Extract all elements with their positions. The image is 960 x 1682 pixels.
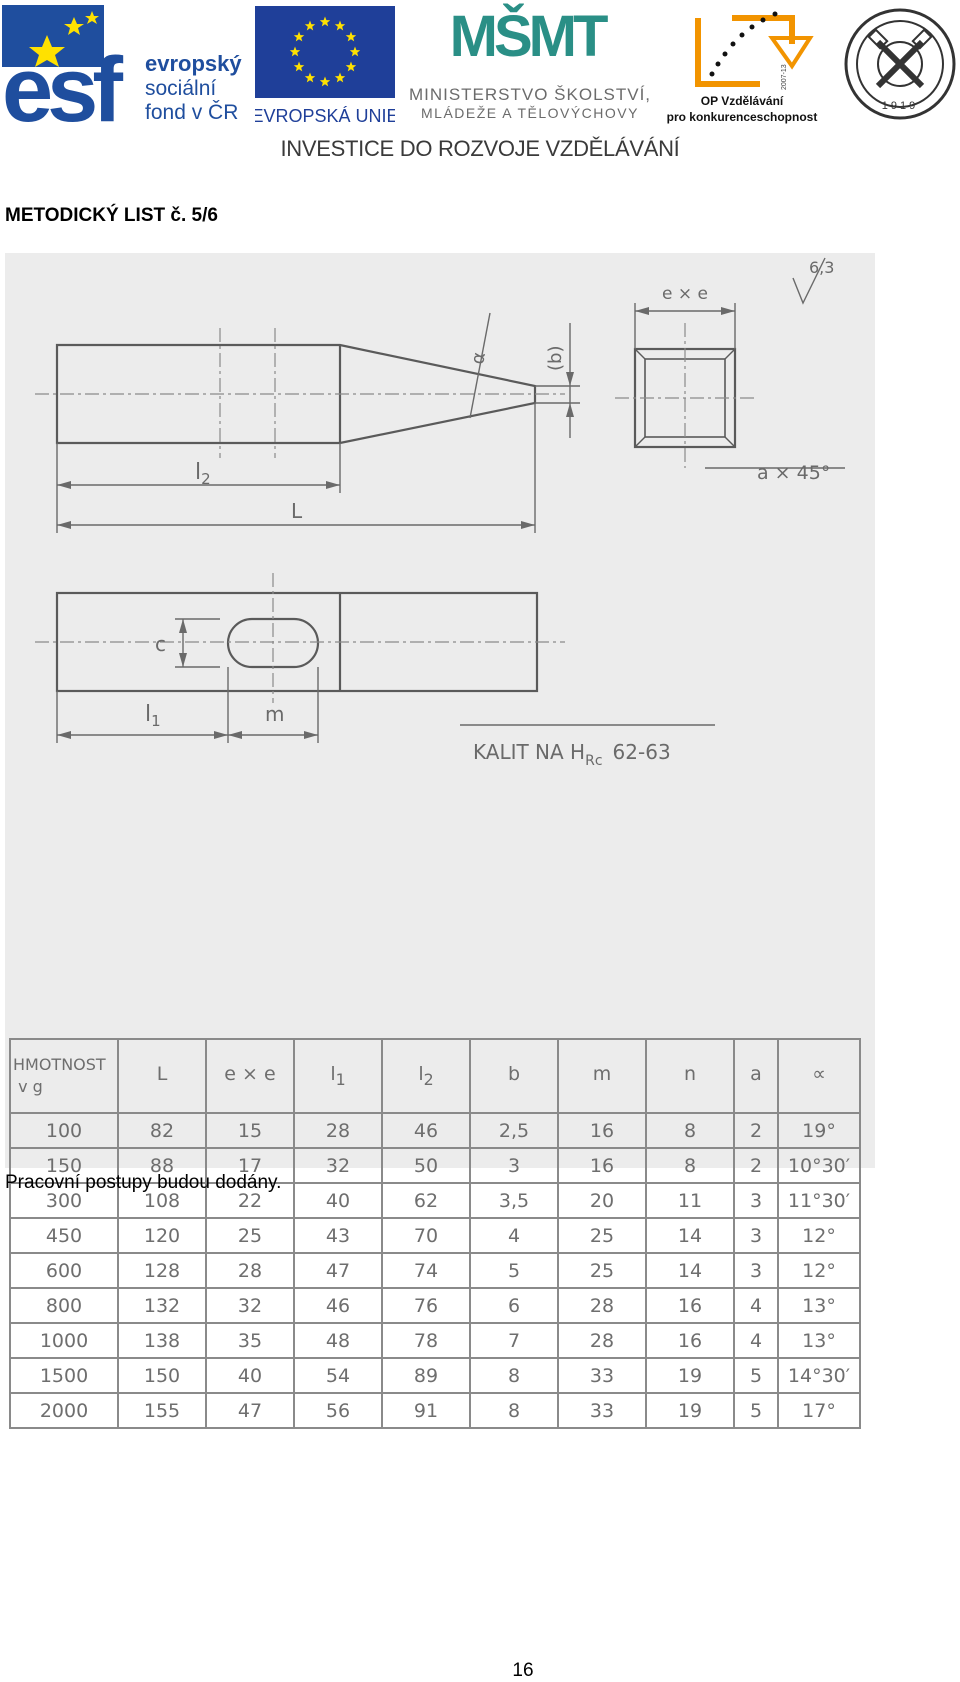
table-cell: 2 (734, 1148, 778, 1183)
table-cell: 35 (206, 1323, 294, 1358)
table-cell: 40 (206, 1358, 294, 1393)
table-cell: 32 (294, 1148, 382, 1183)
table-cell: 2,5 (470, 1113, 558, 1148)
table-cell: 20 (558, 1183, 646, 1218)
table-cell: 56 (294, 1393, 382, 1428)
msmt-monogram: MŠMT (449, 4, 605, 69)
table-cell: 78 (382, 1323, 470, 1358)
table-cell: 70 (382, 1218, 470, 1253)
table-cell: 17 (206, 1148, 294, 1183)
page-number: 16 (512, 1660, 534, 1681)
msmt-line2: MLÁDEŽE A TĚLOVÝCHOVY (421, 105, 639, 121)
table-cell: 132 (118, 1288, 206, 1323)
table-cell: 155 (118, 1393, 206, 1428)
table-cell: 88 (118, 1148, 206, 1183)
note-text: Pracovní postupy budou dodány. (5, 1172, 282, 1193)
table-cell: 19 (646, 1393, 734, 1428)
table-cell: 11 (646, 1183, 734, 1218)
table-cell: 16 (558, 1113, 646, 1148)
dim-c-label: c (155, 632, 166, 656)
dim-m-label: m (265, 702, 285, 726)
column-header: ∝ (778, 1039, 860, 1113)
hardening-note: KALIT NA $H_{Rc}$ 62-63 (473, 740, 671, 769)
table-cell: 32 (206, 1288, 294, 1323)
table-cell: 12° (778, 1253, 860, 1288)
table-cell: 4 (470, 1218, 558, 1253)
esf-line2: sociální (145, 77, 217, 100)
table-cell: 4 (734, 1323, 778, 1358)
table-row (10, 1253, 860, 1288)
table-cell: 22 (206, 1183, 294, 1218)
table-cell: 76 (382, 1288, 470, 1323)
table-cell: 25 (558, 1218, 646, 1253)
table-cell: 19 (646, 1358, 734, 1393)
table-cell: 4 (734, 1288, 778, 1323)
table-cell: 138 (118, 1323, 206, 1358)
table-row (10, 1113, 860, 1148)
table-cell: 47 (206, 1393, 294, 1428)
table-cell: 128 (118, 1253, 206, 1288)
table-row (10, 1323, 860, 1358)
table-cell: 14 (646, 1218, 734, 1253)
dimensions-table (9, 1038, 861, 1429)
table-cell: 40 (294, 1183, 382, 1218)
table-cell: 6 (470, 1288, 558, 1323)
column-header: a (734, 1039, 778, 1113)
table-row (10, 1218, 860, 1253)
weight-cell: 450 (10, 1218, 118, 1253)
table-cell: 10°30′ (778, 1148, 860, 1183)
table-cell: 13° (778, 1323, 860, 1358)
table-row (10, 1358, 860, 1393)
weight-cell: 600 (10, 1253, 118, 1288)
msmt-line1: MINISTERSTVO ŠKOLSTVÍ, (408, 85, 652, 104)
table-cell: 7 (470, 1323, 558, 1358)
table-cell: 14°30′ (778, 1358, 860, 1393)
table-cell: 28 (558, 1323, 646, 1358)
table-cell: 3 (734, 1218, 778, 1253)
table-cell: 150 (118, 1358, 206, 1393)
table-cell: 16 (646, 1288, 734, 1323)
table-row (10, 1288, 860, 1323)
weight-cell: 2000 (10, 1393, 118, 1428)
table-cell: 25 (558, 1253, 646, 1288)
msmt-logo (405, 2, 655, 124)
weight-cell: 300 (10, 1183, 118, 1218)
table-cell: 28 (206, 1253, 294, 1288)
column-header: $l_2$ (382, 1039, 470, 1113)
table-cell: 54 (294, 1358, 382, 1393)
table-cell: 12° (778, 1218, 860, 1253)
column-header: m (558, 1039, 646, 1113)
table-cell: 82 (118, 1113, 206, 1148)
table-row (10, 1393, 860, 1428)
slogan: INVESTICE DO ROZVOJE VZDĚLÁVÁNÍ (280, 136, 680, 161)
column-header: n (646, 1039, 734, 1113)
school-seal-logo (843, 6, 957, 122)
table-cell: 16 (646, 1323, 734, 1358)
table-cell: 47 (294, 1253, 382, 1288)
table-cell: 46 (382, 1113, 470, 1148)
esf-letters: esf (2, 39, 117, 123)
dim-b-label: (b) (545, 345, 566, 371)
table-cell: 2 (734, 1113, 778, 1148)
op-line2: pro konkurenceschopnost (666, 110, 818, 124)
table-cell: 3 (734, 1253, 778, 1288)
op-line1: OP Vzdělávání (700, 94, 784, 108)
table-cell: 33 (558, 1358, 646, 1393)
table-header-row (10, 1039, 860, 1113)
dim-l1-label: $l_1$ (145, 702, 161, 730)
center-lines (35, 323, 755, 703)
table-cell: 3 (734, 1183, 778, 1218)
table-cell: 46 (294, 1288, 382, 1323)
column-header: e × e (206, 1039, 294, 1113)
dim-alpha-label: α (467, 350, 490, 366)
weight-column-header: HMOTNOST v g (10, 1039, 118, 1113)
page-title: METODICKÝ LIST č. 5/6 (5, 205, 218, 226)
table-cell: 14 (646, 1253, 734, 1288)
weight-cell: 800 (10, 1288, 118, 1323)
dim-l2-label: $l_2$ (195, 460, 211, 488)
table-cell: 16 (558, 1148, 646, 1183)
weight-cell: 1500 (10, 1358, 118, 1393)
column-header: L (118, 1039, 206, 1113)
column-header: $l_1$ (294, 1039, 382, 1113)
table-cell: 89 (382, 1358, 470, 1393)
column-header: b (470, 1039, 558, 1113)
weight-cell: 100 (10, 1113, 118, 1148)
table-cell: 48 (294, 1323, 382, 1358)
table-cell: 108 (118, 1183, 206, 1218)
weight-cell: 150 (10, 1148, 118, 1183)
dimension-lines (57, 258, 845, 743)
table-cell: 28 (558, 1288, 646, 1323)
eu-logo (255, 6, 395, 123)
eu-label: EVROPSKÁ UNIE (255, 106, 395, 123)
table-cell: 3,5 (470, 1183, 558, 1218)
table-cell: 17° (778, 1393, 860, 1428)
dim-exe-label: e × e (662, 284, 708, 304)
op-dots-icon (710, 12, 778, 77)
table-cell: 5 (734, 1358, 778, 1393)
table-cell: 8 (646, 1148, 734, 1183)
op-vzdelavani-logo (660, 4, 825, 126)
op-years: 2007-13 (781, 64, 788, 90)
esf-logo (2, 5, 248, 123)
dim-chamfer-label: a × 45° (757, 462, 831, 484)
weight-cell: 1000 (10, 1323, 118, 1358)
table-cell: 43 (294, 1218, 382, 1253)
dimension-arrows (57, 307, 735, 739)
esf-line1: evropský (145, 51, 242, 76)
table-cell: 13° (778, 1288, 860, 1323)
table-cell: 19° (778, 1113, 860, 1148)
dim-L-label: L (291, 499, 303, 523)
table-cell: 8 (646, 1113, 734, 1148)
table-cell: 11°30′ (778, 1183, 860, 1218)
table-cell: 8 (470, 1393, 558, 1428)
table-cell: 120 (118, 1218, 206, 1253)
seal-year: 1919 (881, 100, 919, 112)
table-cell: 74 (382, 1253, 470, 1288)
table-cell: 5 (470, 1253, 558, 1288)
table-cell: 28 (294, 1113, 382, 1148)
table-cell: 62 (382, 1183, 470, 1218)
table-cell: 50 (382, 1148, 470, 1183)
table-cell: 5 (734, 1393, 778, 1428)
table-cell: 25 (206, 1218, 294, 1253)
table-cell: 33 (558, 1393, 646, 1428)
table-cell: 15 (206, 1113, 294, 1148)
table-cell: 91 (382, 1393, 470, 1428)
table-cell: 8 (470, 1358, 558, 1393)
table-cell: 3 (470, 1148, 558, 1183)
roughness-label: 6,3 (809, 258, 835, 277)
esf-line3: fond v ČR (145, 101, 239, 123)
